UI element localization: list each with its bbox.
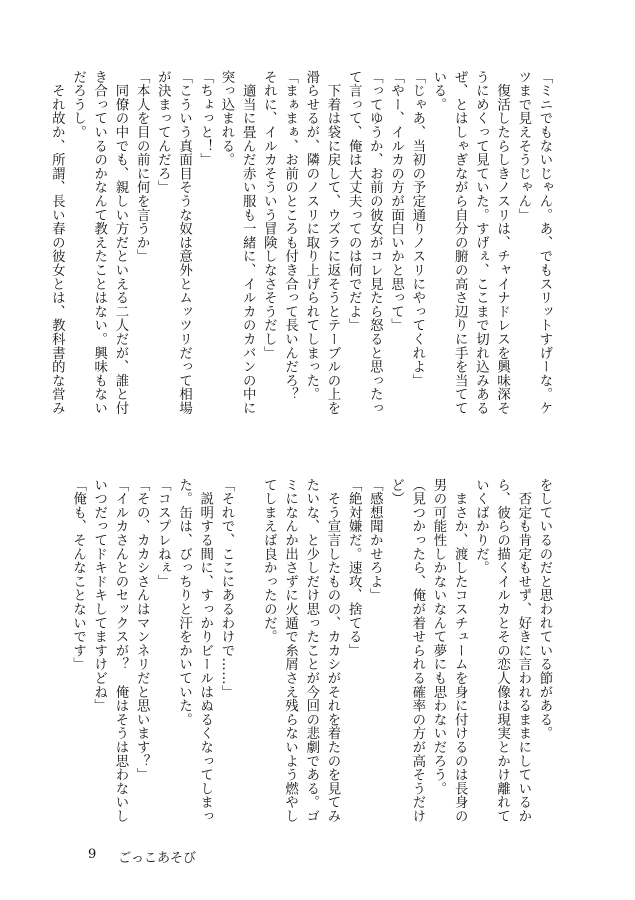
text-line: だろうし。 xyxy=(70,70,86,139)
text-line: ら、彼らの描くイルカとその恋人像は現実とかけ離れて xyxy=(494,478,510,823)
text-line: 否定も肯定もせず、好きに言われるままにしているか xyxy=(515,478,531,823)
text-line: 「ミニでもないじゃん。あ、でもスリットすげーな。ケ xyxy=(537,70,552,415)
text-line: いくばかりだ。 xyxy=(473,478,489,575)
text-line: 「コスプレねぇ」 xyxy=(155,478,171,589)
text-line: ミになんか出さずに火遁で糸屑さえ残らないよう燃やし xyxy=(282,478,298,823)
text-line: 復活したらしきノスリは、チャイナドレスを興味深そ xyxy=(494,70,510,415)
text-line: が決まってんだろ」 xyxy=(155,70,171,195)
text-line: ツまで見えそうじゃん」 xyxy=(515,70,531,222)
text-line: まさか、渡したコスチュームを身に付けるのは長身の xyxy=(452,478,468,823)
text-line: 滑らせるが、隣のノスリに取り上げられてしまった。 xyxy=(303,70,319,402)
text-line: 「その、カカシさんはマンネリだと思います？」 xyxy=(134,478,150,782)
text-line: 「本人を目の前に何を言うか」 xyxy=(134,70,150,264)
text-line: いつだってドキドキしてますけどね」 xyxy=(91,478,107,713)
text-line: 「ちょっと！」 xyxy=(197,70,213,167)
text-line xyxy=(237,478,258,838)
text-line: 「感想聞かせろよ」 xyxy=(367,478,383,603)
text-line: それ故か、所謂、長い春の彼女とは、教科書的な営み xyxy=(49,70,65,415)
page-number: 9 xyxy=(88,847,97,862)
text-line: てしまえば良かったのだ。 xyxy=(261,478,277,644)
text-line: 突っ込まれる。 xyxy=(218,70,234,167)
text-line: ぜ、とはしゃぎながら自分の腑の高さ辺りに手を当てて xyxy=(452,70,468,415)
text-line: 「それで、ここにあるわけで……」 xyxy=(218,478,234,699)
text-line: 「イルカさんとのセックスが？ 俺はそうは思わないし xyxy=(112,478,128,823)
text-block-top xyxy=(49,70,555,438)
text-line: 「じゃあ、当初の予定通りノスリにやってくれよ」 xyxy=(409,70,425,388)
text-line: 「まぁまぁ、お前のところも付き合って長いんだろ？ xyxy=(282,70,298,402)
text-line: そう宣言したものの、カカシがそれを着たのを見てみ xyxy=(324,478,340,823)
text-line: 男の可能性しかないなんて夢にも思わないだろう。 xyxy=(430,478,446,796)
text-line: （見つかったら、俺が着せられる確率の方が高そうだけ xyxy=(409,478,425,823)
text-line: それに、イルカそういう冒険しなさそうだし」 xyxy=(261,70,277,360)
text-line: をしているのだと思われている節がある。 xyxy=(537,478,552,741)
text-line: うにめくって見ていた。すげぇ、ここまで切れ込みある xyxy=(473,70,489,415)
text-line: 「俺も、そんなことないです」 xyxy=(70,478,86,672)
book-title: ごっこあそび xyxy=(118,851,197,866)
text-line: て言って、俺は大丈夫ってのは何でだよ」 xyxy=(346,70,362,333)
text-line: 「やー、イルカの方が面白いかと思って」 xyxy=(388,70,404,333)
text-line: 「こういう真面目そうな奴は意外とムッツリだって相場 xyxy=(176,70,192,415)
text-line: たいな、と少しだけ思ったことが今回の悲劇である。ゴ xyxy=(303,478,319,823)
text-block-bottom xyxy=(70,478,555,838)
text-line: ど） xyxy=(388,478,404,506)
page-footer xyxy=(88,847,196,866)
text-line: 「ってゆうか、お前の彼女がコレ見たら怒ると思ったっ xyxy=(367,70,383,415)
text-line: 「絶対嫌だ。速攻、捨てる」 xyxy=(346,478,362,658)
text-line: 下着は袋に戻して、ウズラに返そうとテーブルの上を xyxy=(324,70,340,415)
text-line: 適当に畳んだ赤い服も一緒に、イルカのカバンの中に xyxy=(240,70,256,415)
text-line: 説明する間に、すっかりビールはぬるくなってしまっ xyxy=(197,478,213,823)
text-line: いる。 xyxy=(430,70,446,112)
text-line: き合っているのかなんて教えたことはない。興味もない xyxy=(91,70,107,415)
text-line: 同僚の中でも、親しい方だといえる二人だが、誰と付 xyxy=(112,70,128,415)
text-line: た。缶は、びっちりと汗をかいていた。 xyxy=(176,478,192,727)
